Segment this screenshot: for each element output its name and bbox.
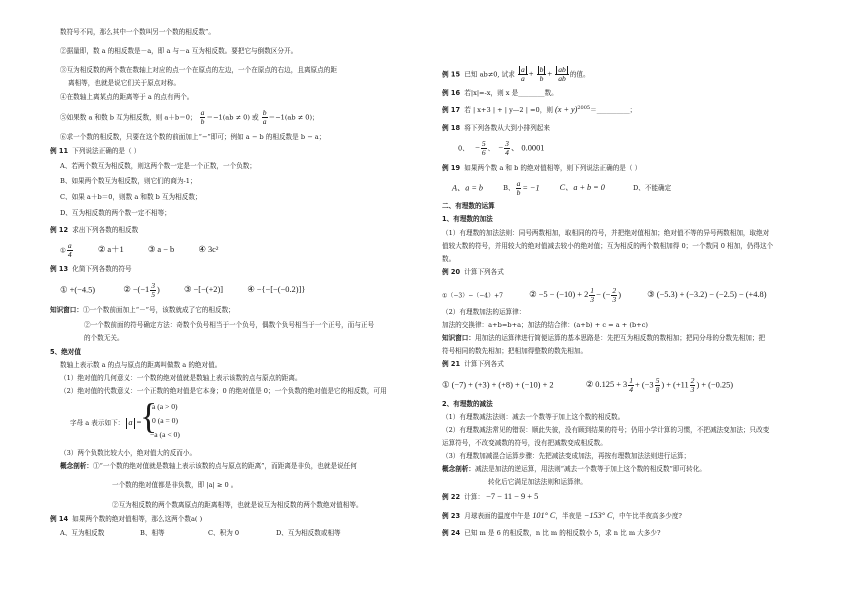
text-line: （1）有理数的加法法则：同号两数相加，取相同的符号，并把绝对值相加；绝对值不等的异号两数相加，取绝对: [442, 229, 770, 237]
fraction: $\frac{a}{b}$: [200, 108, 205, 126]
fraction: $\frac{a}{a}$: [518, 66, 528, 83]
text-line: （1）有理数减法法则：减去一个数等于加上这个数的相反数。: [442, 413, 625, 421]
text-line: ⑤如果数 a 和数 b 互为相反数，则 a＋b＝0； $\frac{a}{b}$ ＝−1(ab ≠ 0) 或 $\frac{b}{a}$ ＝−1(ab ≠ 0)；: [60, 108, 319, 126]
fraction: $\frac{a}{b}$: [516, 179, 521, 197]
text-line: 数。: [442, 255, 456, 263]
text-line: 字母 a 表示如下： a =: [70, 418, 142, 427]
fraction: $\frac{3}{5}$: [151, 281, 156, 299]
example-14: 例 14 如果两个数的绝对值相等，那么这两个数a( ): [50, 515, 203, 523]
text-line: 的个数无关。: [84, 334, 124, 342]
example-13: 例 13 化简下列各数的符号: [50, 265, 132, 273]
concept-analysis: 概念剖析：减法是加法的逆运算，用法则“减去一个数等于加上这个数的相反数”即可转化。: [442, 465, 706, 473]
fraction: $\frac{1}{3}$: [590, 286, 595, 304]
example-19: 例 19 如果两个数 a 和 b 的绝对值相等，则下列说法正确的是（ ）: [442, 164, 642, 172]
example-17: 例 17 若 | x+3 | + | y—2 | =0，则 $(x + y)^{2005}=\_\_\_\_\_\_\_\_\_\_$；: [442, 105, 637, 115]
text-line: 一个数的绝对值都是非负数，即 |a| ≥ 0 。: [112, 481, 238, 489]
example-11: 例 11 下列说法正确的是（ ）: [50, 147, 141, 155]
example-12: 例 12 求出下列各数的相反数: [50, 226, 139, 234]
example-15: 例 15 已知 ab≠0, 试求 $\frac{a}{a}$ + $\frac{b}{b}$ + $\frac{ab}{ab}$ 的值。: [442, 65, 590, 83]
text-line: 数符号不同，那么其中一个数叫另一个数的相反数”。: [60, 28, 216, 36]
example-19-options: A、a = b B、 $\frac{a}{b}$ = −1 C、a + b = 0 D、不能确定: [452, 179, 672, 197]
cases-brace: {: [140, 396, 158, 436]
fraction: $\frac{2}{3}$: [690, 376, 695, 394]
section-heading: 二、有理数的运算: [442, 202, 495, 210]
text-line: （2）有理数减法常见的错误：顺此失彼，没有顾到结果的符号；仍用小学计算的习惯，不把减法变加法；只改变: [442, 426, 770, 434]
option: A、互为相反数: [60, 529, 105, 537]
text-line: 运算符号，不改变减数的符号，没有把减数变成相反数。: [442, 439, 607, 447]
fraction: $\frac{3}{4}$: [505, 139, 509, 157]
example-21-items: ① (−7) + (+3) + (+8) + (−10) + 2 ② 0.125 + 3 $\frac{1}{4}$ + (−3 $\frac{5}{8}$ ) + (+11 $\frac{2}{3}$ ) + (−0.25): [442, 376, 734, 394]
text-line: ②互为相反数的两个数离原点的距离相等，也就是说互为相反数的两个数绝对值相等。: [112, 501, 363, 509]
example-20: 例 20 计算下列各式: [442, 268, 504, 276]
knowledge-tip: 知识窗口：①一个数前面加上“－”号，该数就成了它的相反数；: [50, 306, 235, 314]
document-page: 数符号不同，那么其中一个数叫另一个数的相反数”。 ②据量即，数 a 的相反数是－a，即 a 与－a 互为相反数。要把它与倒数区分开。 ③互为相反数的两个数在数轴上对应的点一个在原点的左边，一个在原点的右边，且离原点的距 离相等，也就是说它们关于原点对称。 ④在数轴上离某点的距离等于 a 的点有两个。 ⑤如果数 a 和数 b 互为相反数，则 a＋b＝0； $\frac{a}{b}$ ＝−1(ab ≠ 0) 或 $\frac{b}{a}$ ＝−1(ab ≠ 0)； ⑥求一个数的相反数，只要在这个数的前面加上“−”即可；例如 a − b 的相反数是 b − a； 例 11 下列说法正确的是（ ） A、若两个数互为相反数，则这两个数一定是一个正数，一个负数； B、如果两个数互为相反数，则它们的商为-1； C、如果 a＋b＝0，则数 a 和数 b 互为相反数； D、互为相反数的两个数一定不相等； 例 12 求出下列各数的相反数 ① $\frac{a}{4}$ ② a＋1 ③ a − b ④ 3c² 例 13 化简下列各数的符号 ① +(−4.5) ② −(−1 $\frac{3}{5}$ ) ③ −[−(+2)] ④ −{−[−(−0.2)]} 知识窗口：①一个数前面加上“－”号，该数就成了它的相反数； ②一个数前面的符号确定方法：奇数个负号相当于一个负号，偶数个负号相当于一个正号，而与正号 的个数无关。 5、绝对值 数轴上表示数 a 的点与原点的距离叫做数 a 的绝对值。 （1）绝对值的几何意义：一个数的绝对值就是数轴上表示该数的点与原点的距离。 （2）绝对值的代数意义：一个正数的绝对值是它本身；0 的绝对值是 0；一个负数的绝对值是它的相反数，可用 字母 a 表示如下： a = { a (a > 0) 0 (a = 0) −a (a < 0) （3）两个负数比较大小，绝对值大的反而小。 概念剖析：①“一个数的绝对值就是数轴上表示该数的点与原点的距离”，而距离是非负，也就是说任何 一个数的绝对值都是非负数，即 |a| ≥ 0 。 ②互为相反数的两个数离原点的距离相等，也就是说互为相反数的两个数绝对值相等。 例 14 如果两个数的绝对值相等，那么这两个数a( ) A、互为相反数 B、相等 C、积为 0 D、互为相反数或相等 例 15 已知 ab≠0, 试求 $\frac{a}{a}$ + $\frac{b}{b}$ + $\frac{ab}{ab}$ 的值。 例 16 若|x|=-x，则 x 是________数。 例 17 若 | x+3 | + | y—2 | =0，则 $(x + y)^{2005}=\_\_\_\_\_\_\_\_\_\_$； 例 18 将下列各数从大到小排列起来 0、 − $\frac{5}{6}$ 、 − $\frac{3}{4}$ 、 0.0001 例 19 如果两个数 a 和 b 的绝对值相等，则下列说法正确的是（ ） A、a = b B、 $\frac{a}{b}$ = −1 C、a + b = 0 D、不能确定 二、有理数的运算 1、有理数的加法 （1）有理数的加法法则：同号两数相加，取相同的符号，并把绝对值相加；绝对值不等的异号两数相加，取绝对 值较大数的符号，并用较大的绝对值减去较小的绝对值；互为相反的两个数相加得 0；一个数同 0 相加，仍得这个 数。 例 20 计算下列各式 ①（−3）−（−4）+7 ② −5 − (−10) + 2 $\frac{1}{3}$ − (− $\frac{2}{3}$ ) ③ (−5.3) + (−3.2) − (−2.5) − (+4.8) （2）有理数加法的运算律： 加法的交换律：a+b=b+a；加法的结合律：(a+b) + c = a + (b+c) 知识窗口：用加法的运算律进行简便运算的基本思路是：先把互为相反数的数相加；把同分母的分数先相加；把 符号相同的数先相加；把相加得整数的数先相加。 例 21 计算下列各式 ① (−7) + (+3) + (+8) + (−10) + 2 ② 0.125 + 3 $\frac{1}{4}$ + (−3 $\frac{5}{8}$ ) + (+11 $\frac{2}{3}$ ) + (−0.25) 2、有理数的减法 （1）有理数减法法则：减去一个数等于加上这个数的相反数。 （2）有理数减法常见的错误：顺此失彼，没有顾到结果的符号；仍用小学计算的习惯，不把减法变加法；只改变 运算符号，不改变减数的符号，没有把减数变成相反数。 （3）有理数加减混合运算步骤：先把减法变成加法，再按有理数加法法则进行运算； 概念剖析：减法是加法的逆运算，用法则“减去一个数等于加上这个数的相反数”即可转化。 转化后它满足加法法则和运算律。 例 22 计算： −7 − 11 − 9 + 5 例 23 月球表面的温度中午是 101° C，半夜是 −153° C，中午比半夜高多少度? 例 24 已知 m 是 6 的相反数，n 比 m 的相反数小 5，求 n 比 m 大多少?: [50, 28, 774, 537]
text-line: （1）绝对值的几何意义：一个数的绝对值就是数轴上表示该数的点与原点的距离。: [60, 374, 302, 382]
knowledge-tip: 知识窗口：用加法的运算律进行简便运算的基本思路是：先把互为相反数的数相加；把同分母的分数先相加；把: [442, 334, 766, 342]
option: A、若两个数互为相反数，则这两个数一定是一个正数，一个负数；: [60, 162, 256, 170]
concept-analysis: 概念剖析：①“一个数的绝对值就是数轴上表示该数的点与原点的距离”，而距离是非负，也就是说任何: [60, 462, 357, 470]
example-13-items: ① +(−4.5) ② −(−1 $\frac{3}{5}$ ) ③ −[−(+2)] ④ −{−[−(−0.2)]}: [60, 281, 306, 299]
option: C、如果 a＋b＝0，则数 a 和数 b 互为相反数；: [60, 193, 202, 201]
text-line: 数轴上表示数 a 的点与原点的距离叫做数 a 的绝对值。: [60, 361, 222, 369]
option: C、积为 0: [208, 529, 240, 537]
text-line: ⑥求一个数的相反数，只要在这个数的前面加上“−”即可；例如 a − b 的相反数是 b − a；: [60, 133, 326, 141]
fraction: $\frac{2}{3}$: [612, 286, 617, 304]
subsection-heading: 2、有理数的减法: [442, 400, 493, 408]
text-line: （3）两个负数比较大小，绝对值大的反而小。: [60, 449, 197, 457]
text-line: 离相等，也就是说它们关于原点对称。: [68, 79, 181, 87]
text-line: 符号相同的数先相加；把相加得整数的数先相加。: [442, 347, 588, 355]
option: D、互为相反数的两个数一定不相等；: [60, 209, 171, 217]
text-line: （2）有理数加法的运算律：: [442, 308, 526, 316]
text-line: （2）绝对值的代数意义：一个正数的绝对值是它本身；0 的绝对值是 0；一个负数的绝对值是它的相反数，可用: [60, 387, 387, 395]
fraction: $\frac{ab}{ab}$: [555, 66, 569, 83]
fraction: $\frac{b}{b}$: [537, 66, 547, 83]
text-line: （3）有理数加减混合运算步骤：先把减法变成加法，再按有理数加法法则进行运算；: [442, 452, 691, 460]
text-line: ②据量即，数 a 的相反数是－a，即 a 与－a 互为相反数。要把它与倒数区分开。: [60, 47, 298, 55]
example-22: 例 22 计算： −7 − 11 − 9 + 5: [442, 492, 539, 501]
option: B、相等: [140, 529, 165, 537]
text-line: ②一个数前面的符号确定方法：奇数个负号相当于一个负号，偶数个负号相当于一个正号，而与正号: [84, 321, 375, 329]
option: D、互为相反数或相等: [276, 529, 341, 537]
text-line: ③互为相反数的两个数在数轴上对应的点一个在原点的左边，一个在原点的右边，且离原点的距: [60, 66, 337, 74]
example-18-numbers: 0、 − $\frac{5}{6}$ 、 − $\frac{3}{4}$ 、 0.0001: [458, 139, 545, 157]
text-line: 值较大数的符号，并用较大的绝对值减去较小的绝对值；互为相反的两个数相加得 0；一个数同 0 相加，仍得这个: [442, 242, 774, 250]
text-line: 加法的交换律：a+b=b+a；加法的结合律：(a+b) + c = a + (b+c): [442, 321, 648, 329]
example-20-items: ①（−3）−（−4）+7 ② −5 − (−10) + 2 $\frac{1}{3}$ − (− $\frac{2}{3}$ ) ③ (−5.3) + (−3.2) − (−2.5) − (+4.8): [442, 286, 767, 304]
fraction: $\frac{5}{8}$: [655, 376, 660, 394]
fraction: $\frac{a}{4}$: [67, 241, 72, 259]
fraction: $\frac{1}{4}$: [629, 376, 634, 394]
example-18: 例 18 将下列各数从大到小排列起来: [442, 124, 550, 132]
example-23: 例 23 月球表面的温度中午是 101° C，半夜是 −153° C，中午比半夜高多少度?: [442, 511, 682, 520]
section-heading: 5、绝对值: [50, 348, 81, 356]
example-16: 例 16 若|x|=-x，则 x 是________数。: [442, 89, 558, 97]
example-12-items: ① $\frac{a}{4}$ ② a＋1 ③ a − b ④ 3c²: [60, 241, 219, 259]
example-24: 例 24 已知 m 是 6 的相反数，n 比 m 的相反数小 5，求 n 比 m 大多少?: [442, 529, 661, 537]
fraction: $\frac{b}{a}$: [262, 108, 267, 126]
text-line: 转化后它满足加法法则和运算律。: [488, 478, 587, 486]
fraction: $\frac{5}{6}$: [481, 139, 486, 157]
example-21: 例 21 计算下列各式: [442, 360, 504, 368]
text-line: ④在数轴上离某点的距离等于 a 的点有两个。: [60, 93, 194, 101]
option: B、如果两个数互为相反数，则它们的商为-1；: [60, 177, 197, 185]
subsection-heading: 1、有理数的加法: [442, 215, 493, 223]
